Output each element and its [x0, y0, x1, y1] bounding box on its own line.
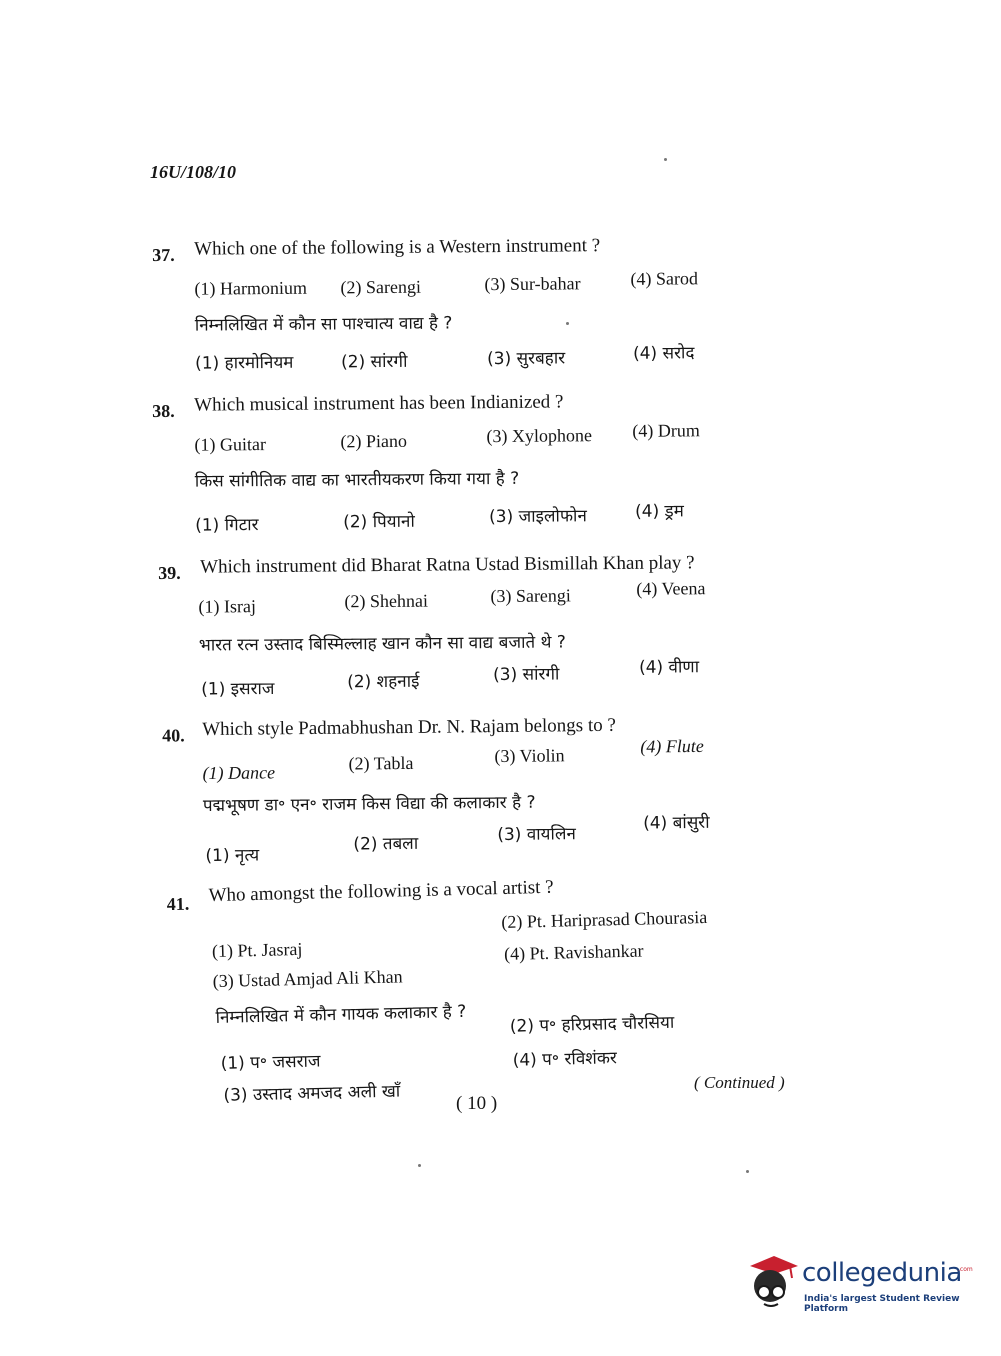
scan-speck	[418, 1164, 421, 1167]
scan-speck	[566, 322, 569, 325]
collegedunia-logo	[744, 1252, 974, 1312]
option-en-3: (3) Xylophone	[486, 425, 592, 447]
option-hi-3: (3) उस्ताद अमजद अली खाँ	[223, 1081, 401, 1106]
option-en-4: (4) Veena	[636, 578, 706, 599]
logo-suffix: .com	[958, 1266, 973, 1273]
scan-speck	[746, 1170, 749, 1173]
question-37	[0, 228, 1001, 374]
question-text-hi: भारत रत्न उस्ताद बिस्मिल्लाह खान कौन सा वाद्य बजाते थे ?	[198, 632, 566, 656]
option-hi-2: (2) तबला	[353, 833, 419, 855]
option-en-3: (3) Violin	[494, 745, 565, 767]
option-hi-1: (1) हारमोनियम	[195, 352, 294, 374]
question-number: 41.	[166, 893, 190, 915]
option-hi-1: (1) नृत्य	[205, 845, 260, 867]
option-hi-2: (2) सांरगी	[341, 351, 408, 373]
question-text-hi: पद्मभूषण डा॰ एन॰ राजम किस विद्या की कलाकार है ?	[202, 792, 536, 817]
question-number: 40.	[162, 725, 185, 746]
option-hi-4: (4) सरोद	[632, 343, 695, 364]
option-hi-3: (3) सांरगी	[493, 664, 560, 686]
page-code: 16U/108/10	[150, 162, 237, 182]
continued-note: ( Continued )	[694, 1073, 785, 1092]
option-en-4: (4) Flute	[640, 735, 704, 757]
option-en-1: (1) Dance	[202, 762, 276, 784]
question-text-en: Which one of the following is a Western instrument ?	[194, 235, 601, 260]
question-40	[0, 707, 1001, 867]
option-hi-3: (3) जाइलोफोन	[489, 506, 587, 528]
question-number: 38.	[152, 400, 175, 422]
question-text-en: Which instrument did Bharat Ratna Ustad Bismillah Khan play ?	[200, 552, 695, 578]
option-hi-4: (4) वीणा	[638, 657, 700, 678]
option-hi-1: (1) प॰ जसराज	[220, 1051, 321, 1074]
question-text-en: Who amongst the following is a vocal artist ?	[208, 876, 554, 907]
question-38	[0, 384, 1001, 536]
option-en-1: (1) Harmonium	[194, 277, 308, 299]
option-en-3: (3) Sarengi	[490, 585, 571, 607]
question-number: 37.	[152, 244, 175, 266]
logo-wordmark: collegedunia	[802, 1258, 962, 1288]
option-hi-3: (3) सुरबहार	[487, 348, 566, 370]
option-en-4: (4) Pt. Ravishankar	[503, 940, 644, 964]
option-en-4: (4) Sarod	[630, 268, 698, 289]
option-en-2: (2) Pt. Hariprasad Chourasia	[501, 906, 708, 932]
option-en-2: (2) Tabla	[348, 752, 414, 774]
page-number: ( 10 )	[456, 1093, 498, 1114]
option-hi-2: (2) पियानो	[343, 511, 415, 533]
option-en-1: (1) Israj	[198, 596, 257, 617]
option-hi-4: (4) प॰ रविशंकर	[512, 1048, 618, 1071]
option-hi-4: (4) बांसुरी	[643, 812, 710, 834]
option-en-3: (3) Sur-bahar	[484, 273, 581, 295]
option-en-4: (4) Drum	[632, 420, 700, 441]
option-hi-4: (4) ड्रम	[634, 501, 684, 522]
mascot-icon	[744, 1252, 800, 1310]
option-en-2: (2) Sarengi	[340, 276, 422, 298]
option-en-2: (2) Piano	[340, 430, 408, 452]
question-text-en: Which style Padmabhushan Dr. N. Rajam belongs to ?	[202, 714, 616, 741]
option-hi-3: (3) वायलिन	[497, 824, 576, 846]
question-39	[0, 546, 1001, 700]
option-hi-1: (1) गिटार	[195, 515, 259, 536]
question-text-en: Which musical instrument has been Indianized ?	[194, 391, 564, 416]
option-en-1: (1) Pt. Jasraj	[211, 938, 303, 962]
option-hi-1: (1) इसराज	[201, 678, 275, 700]
question-text-hi: निम्नलिखित में कौन सा पाश्चात्य वाद्य है ?	[194, 313, 453, 336]
scan-speck	[664, 158, 667, 161]
question-number: 39.	[158, 562, 181, 583]
question-text-hi: किस सांगीतिक वाद्य का भारतीयकरण किया गया है ?	[194, 468, 520, 492]
option-en-1: (1) Guitar	[194, 434, 267, 455]
logo-tagline: India's largest Student Review Platform	[804, 1294, 960, 1314]
option-en-3: (3) Ustad Amjad Ali Khan	[212, 966, 403, 992]
option-en-2: (2) Shehnai	[344, 590, 429, 612]
question-text-hi: निम्नलिखित में कौन गायक कलाकार है ?	[215, 1001, 467, 1029]
option-hi-2: (2) प॰ हरिप्रसाद चौरसिया	[509, 1012, 675, 1037]
option-hi-2: (2) शहनाई	[347, 671, 420, 693]
